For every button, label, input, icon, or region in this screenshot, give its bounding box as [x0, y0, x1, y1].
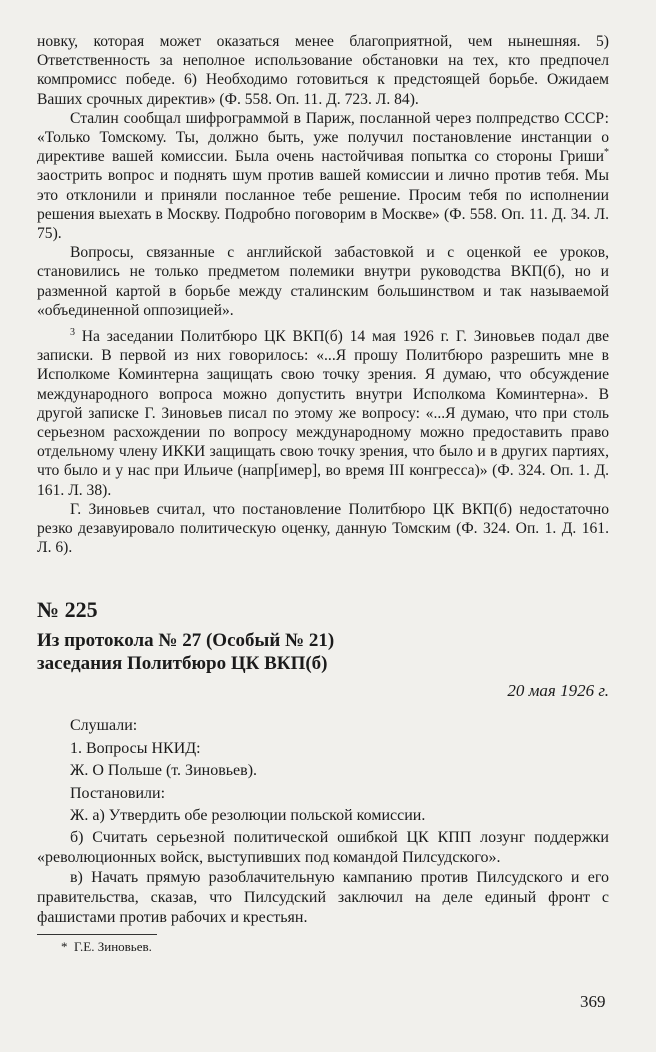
continuation-paragraph-1: новку, которая может оказаться менее благоприятной, чем нынешняя. 5) Ответственность за неполное использование обстановки на тех, кто предпочел компромисс победе. 6) Необходимо готовиться к предстоящей борьбе. Ожидаем Ваших срочных директив» (Ф. 558. Оп. 11. Д. 723. Л. 84). [37, 33, 609, 108]
footnote [37, 939, 609, 955]
page-number: 369 [580, 992, 606, 1011]
decided-item-b: б) Считать серьезной политической ошибкой ЦК КПП лозунг поддержки «революционных войск, выступивших под командой Пилсудского». [37, 828, 609, 866]
heard-subitem: Ж. О Польше (т. Зиновьев). [70, 762, 258, 780]
heard-label: Слушали: [70, 717, 138, 735]
decided-item-c: в) Начать прямую разоблачительную кампанию против Пилсудского и его правительства, сказав, что Пилсудский заключил на деле единый фронт с фашистами против рабочих и крестьян. [37, 868, 609, 926]
footnote-divider [37, 934, 157, 935]
footnote-mark-ref: * [604, 147, 609, 159]
footnote-mark: * [61, 938, 68, 954]
spacer [37, 701, 609, 715]
note-3-paragraph-2: Г. Зиновьев считал, что постановление Политбюро ЦК ВКП(б) недостаточно резко дезавуировало политическую оценку, данную Томским (Ф. 324. Оп. 1. Д. 161. Л. 6). [37, 500, 609, 557]
decided-item-a: Ж. а) Утвердить обе резолюции польской комиссии. [70, 807, 426, 825]
document-date: 20 мая 1926 г. [507, 681, 609, 701]
paragraph-2-part-b: заострить вопрос и поднять шум против вашей комиссии и лично против тебя. Мы это отклонили и приняли посланное тебе решение. Просим тебя по исполнении решения выехать в Москву. Подробно поговорим в Москве» (Ф. 558. Оп. 11. Д. 34. Л. 75). [37, 167, 609, 243]
decided-label: Постановили: [70, 784, 166, 802]
paragraph-2-part-a: Сталин сообщал шифрограммой в Париж, посланной через полпредство СССР: «Только Томскому. Ты, должно быть, уже получил постановление инстанции о директиве вашей комиссии. Была очень настойчивая попытка со стороны Гриши [37, 109, 609, 166]
spacer [37, 557, 609, 597]
document-title-line-2: заседания Политбюро ЦК ВКП(б) [37, 653, 328, 675]
page-body [37, 32, 609, 955]
continuation-paragraph-3: Вопросы, связанные с английской забастовкой и с оценкой ее уроков, становились не только предметом полемики внутри руководства ВКП(б), но и разменной картой в борьбе между сталинским большинством и так называемой «объединенной оппозицией». [37, 244, 609, 319]
document-title-line-1: Из протокола № 27 (Особый № 21) [37, 630, 335, 652]
continuation-paragraph-2 [37, 109, 609, 243]
note-3-paragraph [37, 327, 609, 500]
spacer [37, 320, 609, 327]
footnote-text: Г.Е. Зиновьев. [74, 938, 152, 954]
note-3-text: На заседании Политбюро ЦК ВКП(б) 14 мая 1926 г. Г. Зиновьев подал две записки. В первой из них говорилось: «...Я прошу Политбюро разрешить мне в Исполкоме Коминтерна защищать свою точку зрения. Я думаю, что обсуждение международного вопроса можно допустить внутри Исполкома Коминтерна». В другой записке Г. Зиновьев писал по этому же вопросу: «...Я думаю, что при столь серьезном расхождении по вопросу международному можно предоставить право отдельному члену ИККИ защищать свою точку зрения, что было и в других партиях, что было и у нас при Ильиче (напр[имер], во время III конгресса)» (Ф. 324. Оп. 1. Д. 161. Л. 38). [37, 328, 609, 499]
document-number: № 225 [37, 597, 98, 623]
note-3-marker: 3 [70, 326, 75, 338]
heard-item: 1. Вопросы НКИД: [70, 739, 201, 757]
